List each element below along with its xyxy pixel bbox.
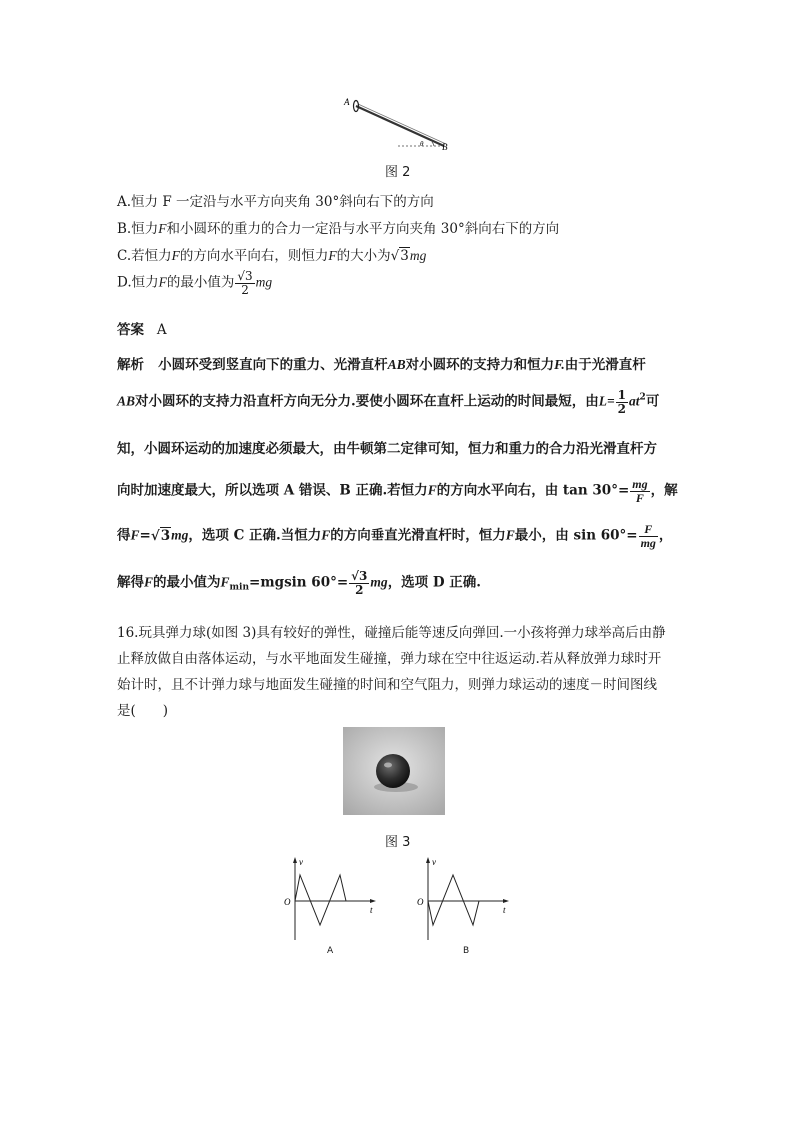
analysis-fmin-sub: min [229,582,250,593]
analysis-line-5 [117,523,672,549]
analysis-f-5b: F [321,527,331,543]
option-c-var1: F [171,248,180,263]
analysis-num-4: mg [632,477,648,491]
answer-line [117,318,167,338]
answer-value: A [156,322,167,338]
analysis-fraction-5 [639,523,658,549]
analysis-end-4: ，解 [650,482,678,499]
analysis-num-2: 1 [617,388,627,402]
ball-icon [376,754,410,788]
analysis-line-4 [117,478,678,504]
analysis-end-6: ，选项 D 正确. [387,574,481,591]
figure2-label-b: B [442,142,448,152]
option-b-rest: 和小圆环的重力的合力一定沿与水平方向夹角 30°斜向右下的方向 [166,221,560,237]
analysis-at-2: at [629,393,640,409]
graph-a-v-label: v [299,857,303,867]
option-c-unit: mg [409,248,427,263]
analysis-ab-1: AB [387,357,406,372]
analysis-fraction-6 [349,570,369,596]
analysis-line-2 [117,389,659,415]
option-d-den: 2 [241,282,249,297]
figure2-diagram [340,94,460,154]
option-d-fraction [235,270,254,296]
analysis-text-1a: 小圆环受到竖直向下的重力、光滑直杆 [158,357,388,373]
analysis-den-4: F [635,490,644,505]
analysis-text-6b: 的最小值为 [153,574,221,591]
option-d-num: √3 [237,269,253,283]
analysis-unit-5: mg [171,527,189,543]
analysis-line-1 [117,353,646,373]
graph-b-t-label: t [503,905,506,915]
question16-line-3: 始计时，且不计弹力球与地面发生碰撞的时间和空气阻力，则弹力球运动的速度－时间图线 [117,677,657,693]
figure2-caption: 图 2 [385,165,411,180]
analysis-eq-5: = [139,527,151,544]
graph-a-o-label: O [284,897,291,907]
analysis-fmin: F [220,574,230,590]
analysis-text-5b: ，选项 C 正确.当恒力 [188,527,322,544]
graph-a-label: A [327,946,334,956]
analysis-num-6: √3 [351,569,368,583]
analysis-f-5c: F [505,527,515,543]
graph-b-label: B [463,946,470,956]
analysis-sqrt-5: √3 [150,527,171,544]
analysis-label: 解析 [117,357,144,373]
analysis-num-5: F [639,523,658,537]
figure2-label-a: A [344,97,350,107]
option-c-mid: 的方向水平向右，则恒力 [179,248,329,264]
analysis-den-5: mg [640,535,656,550]
question16-line-2: 止释放做自由落体运动，与水平地面发生碰撞，弹力球在空中往返运动.若从释放弹力球时开 [117,651,662,667]
figure3-caption: 图 3 [385,835,411,850]
analysis-text-5a: 得 [117,527,131,544]
figure2-angle-label: θ [420,140,424,148]
question16-line-4: 是( ) [117,703,169,719]
analysis-fraction-4 [630,478,649,504]
analysis-f-5a: F [130,527,140,543]
analysis-text-5d: 最小，由 sin 60°= [514,527,638,544]
analysis-ab-2: AB [117,393,136,409]
analysis-text-4: 向时加速度最大，所以选项 A 错误、B 正确.若恒力 [117,482,428,499]
analysis-text-1b: 对小圆环的支持力和恒力 [405,357,555,373]
graph-b-curve [428,875,501,925]
analysis-f-6: F [144,574,154,590]
option-c-radicand: 3 [400,248,409,264]
graph-a-t-label: t [370,905,373,915]
graph-a [280,855,380,945]
option-b [117,217,559,237]
option-c-mid2: 的大小为 [336,248,391,264]
option-d-mid: 的最小值为 [166,274,235,291]
analysis-radicand-5: 3 [160,527,171,544]
analysis-text-6a: 解得 [117,574,144,591]
option-b-prefix: B.恒力 [117,221,159,237]
option-d-var: F [158,274,167,290]
option-a: A.恒力 F 一定沿与水平方向夹角 30°斜向右下的方向 [117,194,434,210]
analysis-f-1: F. [554,357,565,372]
analysis-f-4: F [427,482,437,498]
option-c-sqrt: √3 [390,248,409,264]
question16-line-1: 16.玩具弹力球(如图 3)具有较好的弹性，碰撞后能等速反向弹回.一小孩将弹力球举高后由静 [117,625,666,641]
analysis-line-6 [117,570,481,596]
analysis-exp-2: 2 [639,392,646,403]
option-b-var: F [158,221,167,236]
option-c-var2: F [328,248,337,263]
analysis-text-6c: =mgsin 60°= [249,574,349,591]
analysis-line-3: 知，小圆环运动的加速度必须最大，由牛顿第二定律可知，恒力和重力的合力沿光滑直杆方 [117,441,657,457]
option-d-prefix: D.恒力 [117,274,159,291]
option-d-unit: mg [255,274,273,290]
analysis-text-5c: 的方向垂直光滑直杆时，恒力 [330,527,506,544]
analysis-text-1c: 由于光滑直杆 [564,357,646,373]
analysis-text-2: 对小圆环的支持力沿直杆方向无分力.要使小圆环在直杆上运动的时间最短，由 [135,393,599,410]
option-d [117,270,272,296]
graph-b-o-label: O [417,897,424,907]
analysis-fraction-2 [616,389,628,415]
analysis-den-2: 2 [617,401,627,416]
option-c-prefix: C.若恒力 [117,248,172,264]
answer-label: 答案 [117,322,144,338]
graph-a-curve [295,875,368,925]
analysis-eq-2: L= [598,393,615,409]
graph-b [413,855,513,945]
figure3-photo [343,727,445,815]
option-c [117,244,426,264]
analysis-end-2: 可 [645,393,660,410]
analysis-den-6: 2 [355,582,364,597]
analysis-text-4b: 的方向水平向右，由 tan 30°= [436,482,630,499]
analysis-end-5: ， [658,527,673,544]
analysis-unit-6: mg [370,574,388,590]
graph-b-v-label: v [432,857,436,867]
